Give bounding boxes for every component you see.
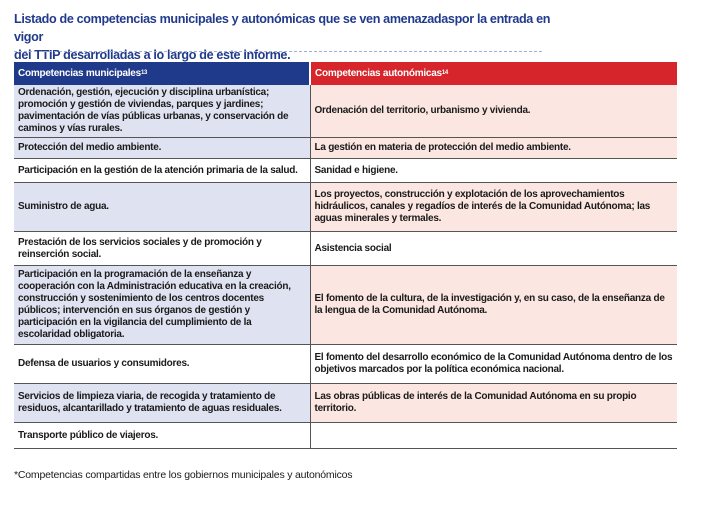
- competencias-table: [14, 62, 677, 449]
- cell-municipal: Protección del medio ambiente.: [14, 138, 310, 159]
- footnote: *Competencias compartidas entre los gobiernos municipales y autonómicos: [14, 469, 353, 481]
- title-line-1: Listado de competencias municipales y autonómicas que se ven amenazadaspor la entrada en vigor: [14, 12, 551, 44]
- cell-municipal: Defensa de usuarios y consumidores.: [14, 345, 310, 384]
- cell-municipal: Participación en la gestión de la atención primaria de la salud.: [14, 159, 310, 183]
- table-row: [14, 85, 677, 138]
- header-competencias-municipales: [14, 62, 310, 85]
- document-title: [14, 10, 554, 64]
- table-row: [14, 345, 677, 384]
- header-municipal-footnote-ref: 13: [140, 69, 148, 76]
- cell-municipal: Ordenación, gestión, ejecución y disciplina urbanística; promoción y gestión de viviendas, parques y jardines; pavimentación de vías públicas urbanas, y conservación de caminos y vías rurales.: [14, 85, 310, 138]
- cell-autonomica: La gestión en materia de protección del medio ambiente.: [310, 138, 677, 159]
- title-line-2: del TTIP desarrolladas a lo largo de este informe.: [14, 48, 291, 62]
- header-autonomica-label: Competencias autonómicas: [315, 67, 442, 79]
- title-divider: [14, 51, 542, 52]
- cell-municipal: Participación en la programación de la enseñanza y cooperación con la Administración educativa en la creación, construcción y sostenimiento de los centros docentes públicos; intervención en sus órganos de gestión y participación en la vigilancia del cumplimiento de la escolaridad obligatoria.: [14, 266, 310, 345]
- cell-municipal: Transporte público de viajeros.: [14, 423, 310, 449]
- table-row: [14, 138, 677, 159]
- table-header-row: [14, 62, 677, 85]
- header-municipal-label: Competencias municipales: [18, 67, 141, 79]
- table-row: [14, 183, 677, 232]
- cell-autonomica: Los proyectos, construcción y explotación de los aprovechamientos hidráulicos, canales y regadíos de interés de la Comunidad Autónoma; las aguas minerales y termales.: [310, 183, 677, 232]
- cell-autonomica: [310, 423, 677, 449]
- cell-autonomica: Ordenación del territorio, urbanismo y vivienda.: [310, 85, 677, 138]
- cell-municipal: Suministro de agua.: [14, 183, 310, 232]
- cell-autonomica: Asistencia social: [310, 232, 677, 266]
- table-row: [14, 266, 677, 345]
- cell-autonomica: El fomento del desarrollo económico de la Comunidad Autónoma dentro de los objetivos marcados por la política económica nacional.: [310, 345, 677, 384]
- table-row: [14, 159, 677, 183]
- header-competencias-autonomicas: [310, 62, 677, 85]
- header-autonomica-footnote-ref: 14: [441, 69, 448, 76]
- table-row: [14, 232, 677, 266]
- cell-autonomica: Sanidad e higiene.: [310, 159, 677, 183]
- table-row: [14, 423, 677, 449]
- cell-autonomica: Las obras públicas de interés de la Comunidad Autónoma en su propio territorio.: [310, 384, 677, 423]
- cell-municipal: Servicios de limpieza viaria, de recogida y tratamiento de residuos, alcantarillado y tratamiento de aguas residuales.: [14, 384, 310, 423]
- cell-autonomica: El fomento de la cultura, de la investigación y, en su caso, de la enseñanza de la lengua de la Comunidad Autónoma.: [310, 266, 677, 345]
- table-row: [14, 384, 677, 423]
- cell-municipal: Prestación de los servicios sociales y de promoción y reinserción social.: [14, 232, 310, 266]
